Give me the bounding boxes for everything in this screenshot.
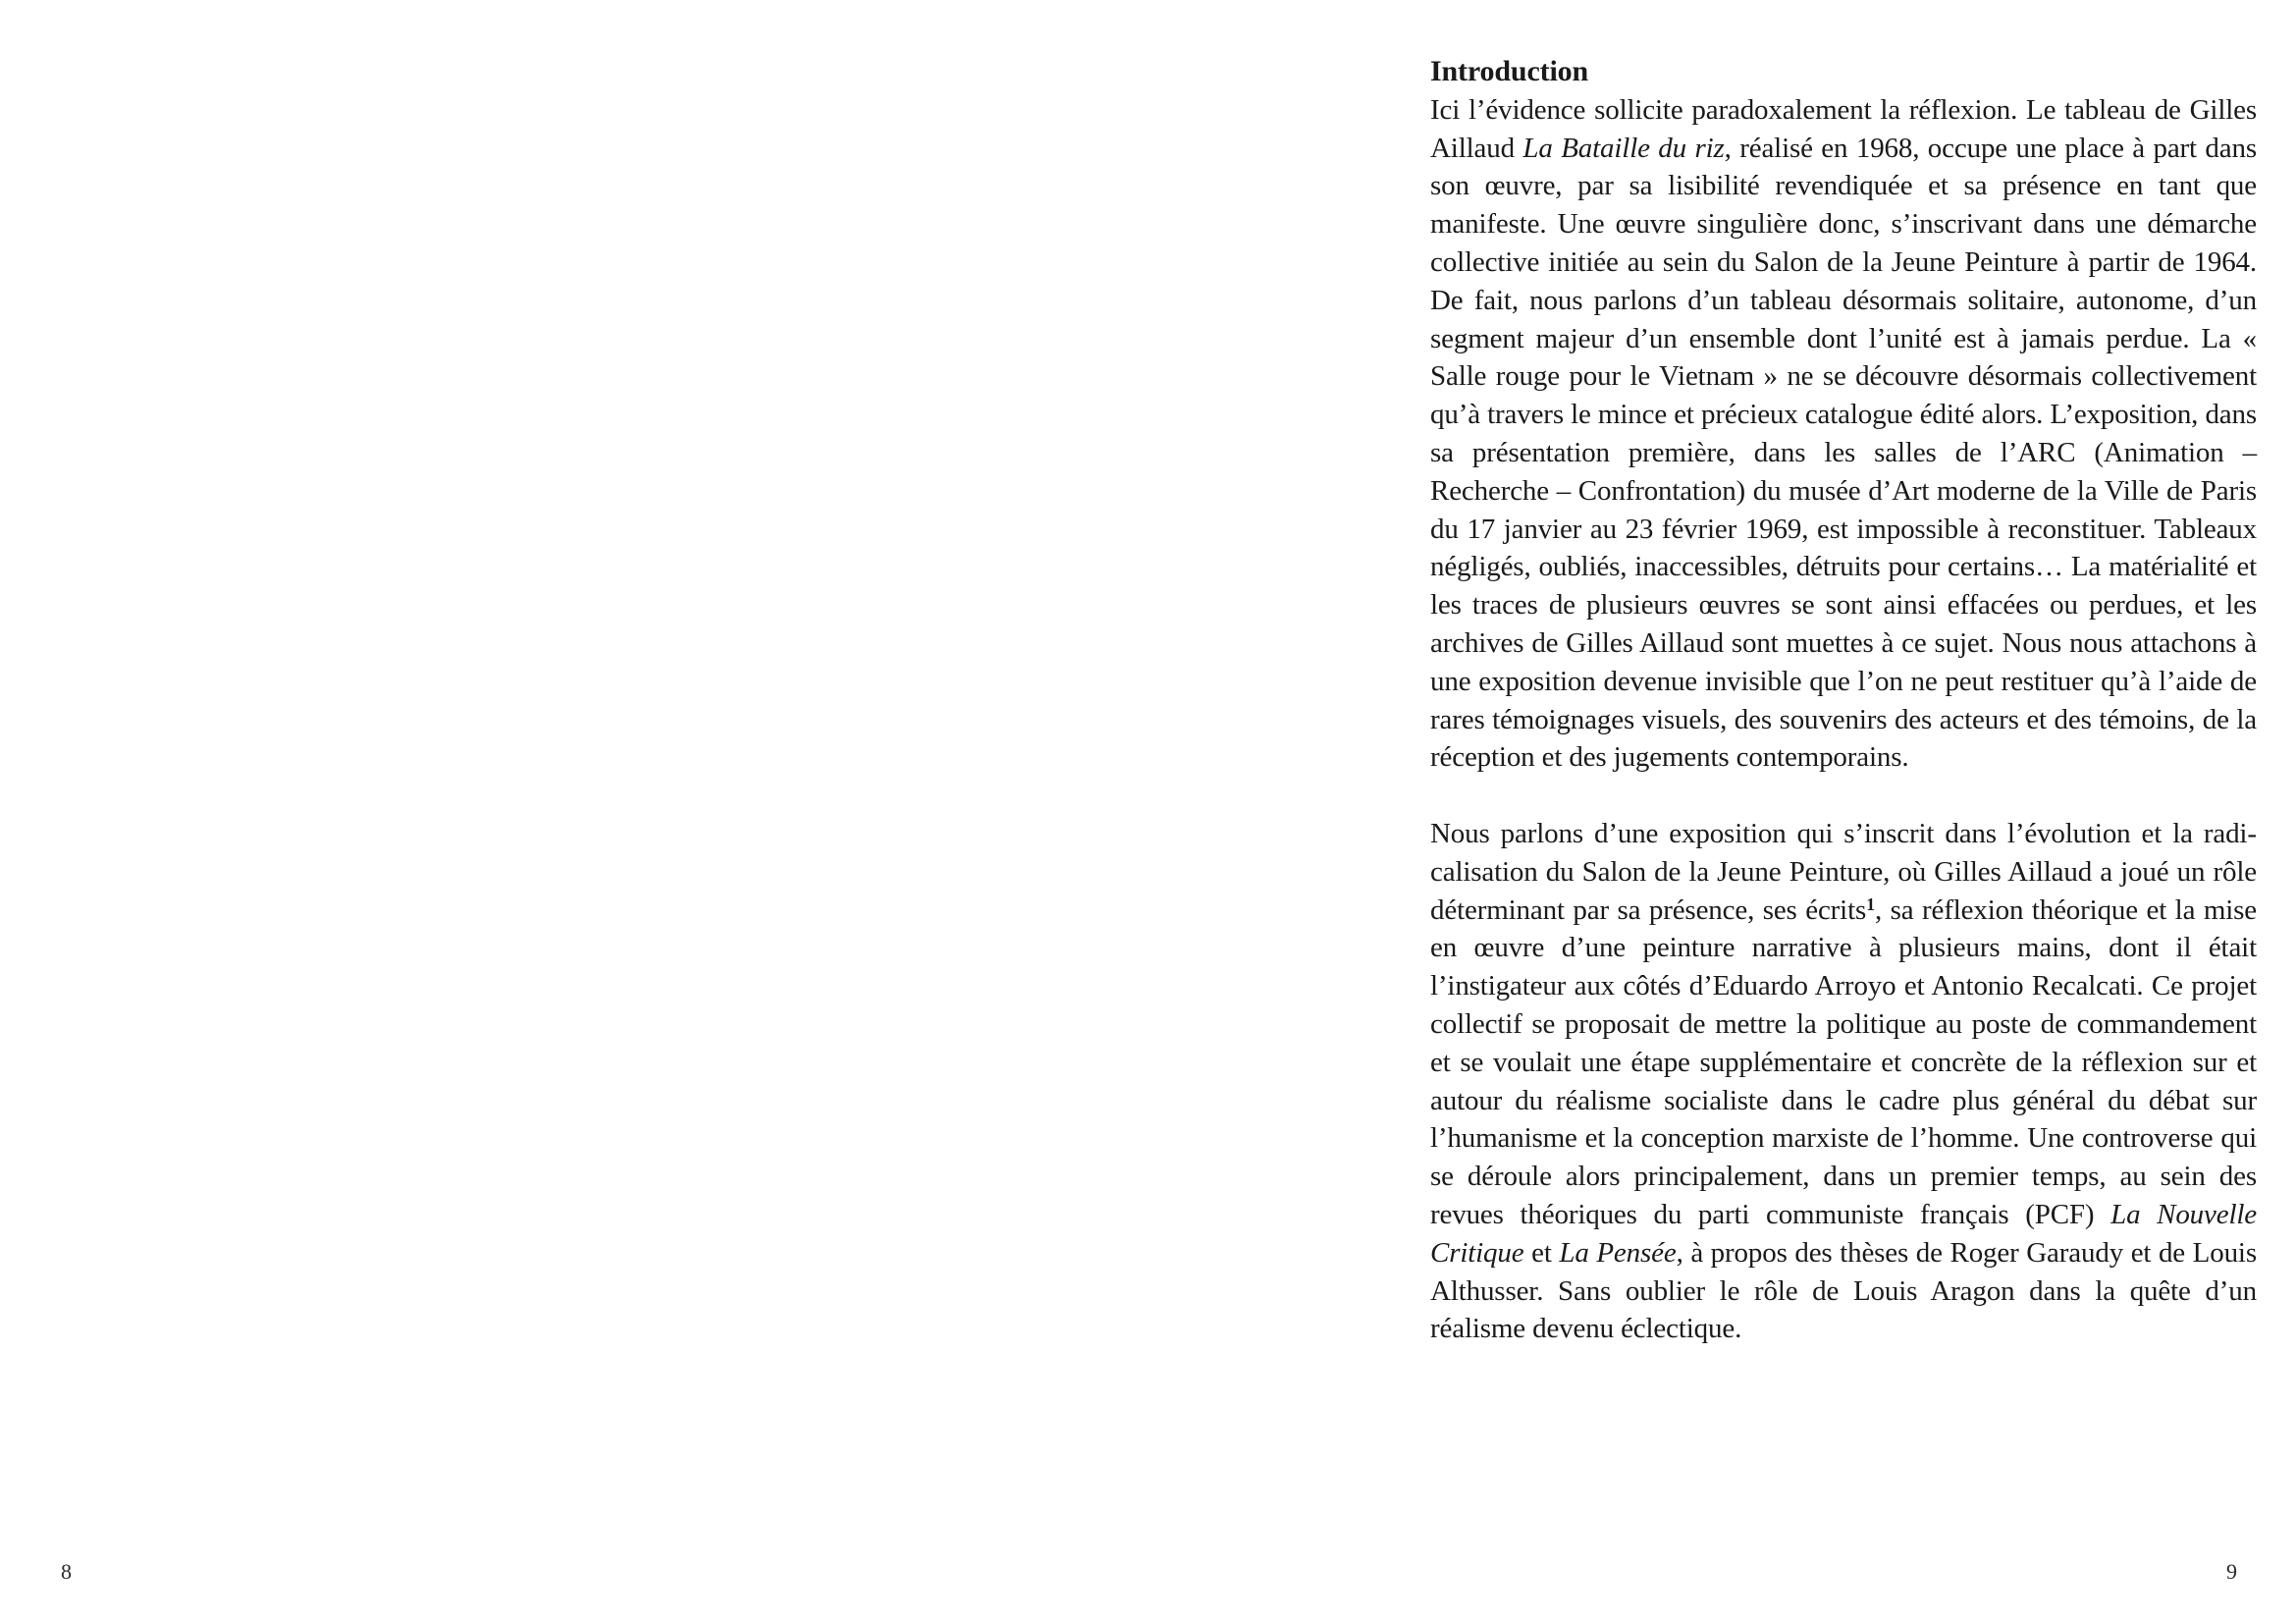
- paragraph-2-text: , à propos des thèses de Roger Garaudy et de Louis Althusser. Sans oublier le rôle de Louis Aragon dans la quête d’un réalisme devenu éclectique.: [1430, 1236, 2257, 1345]
- page-number-left: 8: [61, 1559, 72, 1584]
- paragraph-2-text: , sa réflexion théorique et la mise en œuvre d’une peinture narrative à plusieurs mains, dont il était l’instigateur aux côtés d’Eduardo Arroyo et Antonio Recalcati. Ce projet collectif se proposait de mettre la politique au poste de commandement et se voulait une étape supplémentaire et concrète de la réflexion sur et autour du réalisme socialiste dans le cadre plus général du débat sur l’humanisme et la conception marxiste de l’homme. Une controverse qui se déroule alors principalement, dans un premier temps, au sein des revues théoriques du parti communiste français (PCF): [1430, 893, 2257, 1230]
- body-text-block: [1430, 53, 2257, 1348]
- journal-title-la-pensee: La Pensée: [1559, 1236, 1677, 1269]
- right-page: [1148, 0, 2296, 1624]
- section-heading: Introduction: [1430, 55, 1589, 87]
- paragraph-2-text: et: [1523, 1236, 1560, 1269]
- paragraph-1-text: Ici l’évidence sollicite paradoxalement la réflexion. Le tableau de Gilles Aillaud: [1430, 93, 2257, 164]
- paragraph-1: [1430, 91, 2257, 777]
- paragraph-2: [1430, 815, 2257, 1348]
- artwork-title-la-bataille-du-riz: La Bataille du riz: [1522, 132, 1725, 164]
- journal-title-la-nouvelle-critique: La Nouvelle Critique: [1430, 1198, 2257, 1269]
- page-number-right: 9: [2226, 1559, 2237, 1584]
- paragraph-2-text: Nous parlons d’une exposition qui s’inscrit dans l’évolution et la radicalisation du Salon de la Jeune Peinture, où Gilles Aillaud a joué un rôle déterminant par sa présence, ses écrits: [1430, 817, 2257, 926]
- paragraph-1-text: , réalisé en 1968, occupe une place à part dans son œuvre, par sa lisibilité revendiquée et sa présence en tant que manifeste. Une œuvre singulière donc, s’inscrivant dans une démarche collective initiée au sein du Salon de la Jeune Peinture à partir de 1964. De fait, nous parlons d’un tableau désormais solitaire, autonome, d’un segment majeur d’un ensemble dont l’unité est à jamais perdue. La « Salle rouge pour le Vietnam » ne se découvre désormais collectivement qu’à travers le mince et précieux catalogue édité alors. L’exposition, dans sa présentation première, dans les salles de l’ARC (Animation – Recherche – Confrontation) du musée d’Art moderne de la Ville de Paris du 17 janvier au 23 février 1969, est impossible à reconstituer. Tableaux négligés, oubliés, inaccessibles, détruits pour certains… La matérialité et les traces de plusieurs œuvres se sont ainsi effacées ou perdues, et les archives de Gilles Aillaud sont muettes à ce sujet. Nous nous attachons à une exposition devenue invisible que l’on ne peut restituer qu’à l’aide de rares témoignages visuels, des souvenirs des acteurs et des témoins, de la réception et des jugements contemporains.: [1430, 132, 2257, 774]
- footnote-reference-1[interactable]: 1: [1866, 893, 1875, 914]
